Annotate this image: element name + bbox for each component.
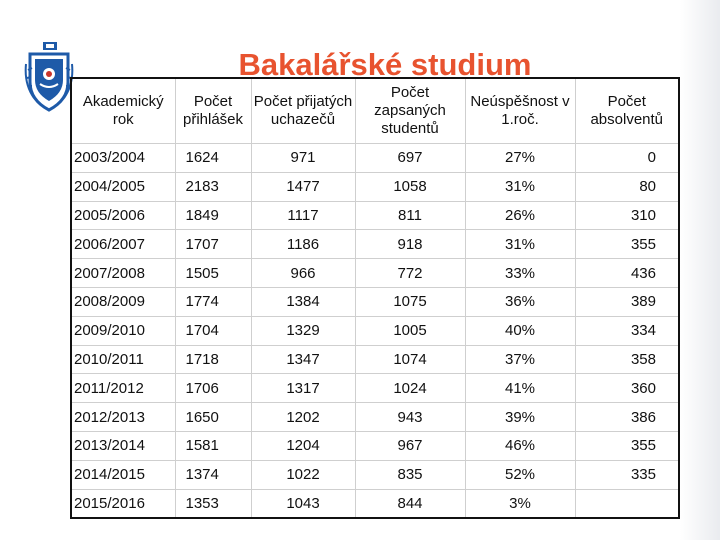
table-cell: 1718 (175, 345, 251, 374)
column-header: Akademický rok (71, 78, 175, 144)
table-cell: 1774 (175, 287, 251, 316)
table-cell: 2009/2010 (71, 316, 175, 345)
table-cell: 1317 (251, 374, 355, 403)
table-cell: 1505 (175, 259, 251, 288)
table-cell: 1706 (175, 374, 251, 403)
table-header-row (71, 78, 679, 144)
table-cell: 436 (575, 259, 679, 288)
table-cell: 1347 (251, 345, 355, 374)
table-cell: 2005/2006 (71, 201, 175, 230)
table-cell: 697 (355, 144, 465, 173)
table-cell: 1024 (355, 374, 465, 403)
table-row (71, 460, 679, 489)
table-cell: 31% (465, 172, 575, 201)
table-row (71, 230, 679, 259)
table-cell: 2010/2011 (71, 345, 175, 374)
table-cell: 389 (575, 287, 679, 316)
table-row (71, 431, 679, 460)
table-cell: 918 (355, 230, 465, 259)
table-cell: 310 (575, 201, 679, 230)
column-header: Počet absolventů (575, 78, 679, 144)
table-cell: 966 (251, 259, 355, 288)
table-cell: 1384 (251, 287, 355, 316)
table-cell: 37% (465, 345, 575, 374)
table-cell: 360 (575, 374, 679, 403)
table-row (71, 489, 679, 518)
table-row (71, 172, 679, 201)
column-header: Počet zapsaných studentů (355, 78, 465, 144)
table-row (71, 287, 679, 316)
table-cell: 26% (465, 201, 575, 230)
table-cell: 967 (355, 431, 465, 460)
table-cell: 1043 (251, 489, 355, 518)
column-header: Počet přihlášek (175, 78, 251, 144)
table-body (71, 144, 679, 519)
table-cell: 844 (355, 489, 465, 518)
table-row (71, 374, 679, 403)
table-cell: 2003/2004 (71, 144, 175, 173)
table-cell: 386 (575, 403, 679, 432)
table-cell: 1005 (355, 316, 465, 345)
table-cell: 41% (465, 374, 575, 403)
table-cell: 1202 (251, 403, 355, 432)
table-cell: 2007/2008 (71, 259, 175, 288)
table-cell: 2183 (175, 172, 251, 201)
table-cell: 1074 (355, 345, 465, 374)
table-row (71, 403, 679, 432)
table-cell: 46% (465, 431, 575, 460)
table-cell: 1581 (175, 431, 251, 460)
table-cell: 2011/2012 (71, 374, 175, 403)
table-cell: 811 (355, 201, 465, 230)
column-header: Neúspěšnost v 1.roč. (465, 78, 575, 144)
table-row (71, 259, 679, 288)
study-statistics-table (70, 77, 680, 519)
page-title: Bakalářské studium (238, 46, 532, 82)
table-row (71, 345, 679, 374)
table-row (71, 144, 679, 173)
table-cell: 0 (575, 144, 679, 173)
table-cell: 2008/2009 (71, 287, 175, 316)
column-header: Počet přijatých uchazečů (251, 78, 355, 144)
table-cell: 2014/2015 (71, 460, 175, 489)
table-cell: 355 (575, 230, 679, 259)
table-cell: 971 (251, 144, 355, 173)
table-cell: 1707 (175, 230, 251, 259)
table-cell: 52% (465, 460, 575, 489)
table-cell: 1374 (175, 460, 251, 489)
table-cell: 1058 (355, 172, 465, 201)
table-cell: 334 (575, 316, 679, 345)
table-cell: 1329 (251, 316, 355, 345)
table-cell: 2006/2007 (71, 230, 175, 259)
table-cell: 27% (465, 144, 575, 173)
table-cell: 1022 (251, 460, 355, 489)
table-cell: 1704 (175, 316, 251, 345)
table-cell: 355 (575, 431, 679, 460)
table-cell: 1204 (251, 431, 355, 460)
table-cell: 40% (465, 316, 575, 345)
table-cell: 1477 (251, 172, 355, 201)
table-cell: 2015/2016 (71, 489, 175, 518)
table-cell: 835 (355, 460, 465, 489)
table-cell: 1117 (251, 201, 355, 230)
table-row (71, 316, 679, 345)
table-cell: 335 (575, 460, 679, 489)
table-cell: 943 (355, 403, 465, 432)
table-cell: 1650 (175, 403, 251, 432)
table-cell: 3% (465, 489, 575, 518)
table-cell: 2012/2013 (71, 403, 175, 432)
table-cell: 39% (465, 403, 575, 432)
table-cell: 1849 (175, 201, 251, 230)
table-cell (575, 489, 679, 518)
table-cell: 1624 (175, 144, 251, 173)
table-cell: 80 (575, 172, 679, 201)
table-cell: 2013/2014 (71, 431, 175, 460)
table-cell: 1186 (251, 230, 355, 259)
table-cell: 1353 (175, 489, 251, 518)
table-cell: 358 (575, 345, 679, 374)
table-cell: 1075 (355, 287, 465, 316)
table-cell: 36% (465, 287, 575, 316)
table-cell: 2004/2005 (71, 172, 175, 201)
table-cell: 772 (355, 259, 465, 288)
table-row (71, 201, 679, 230)
university-crest-icon (24, 40, 74, 114)
table-cell: 31% (465, 230, 575, 259)
table-cell: 33% (465, 259, 575, 288)
